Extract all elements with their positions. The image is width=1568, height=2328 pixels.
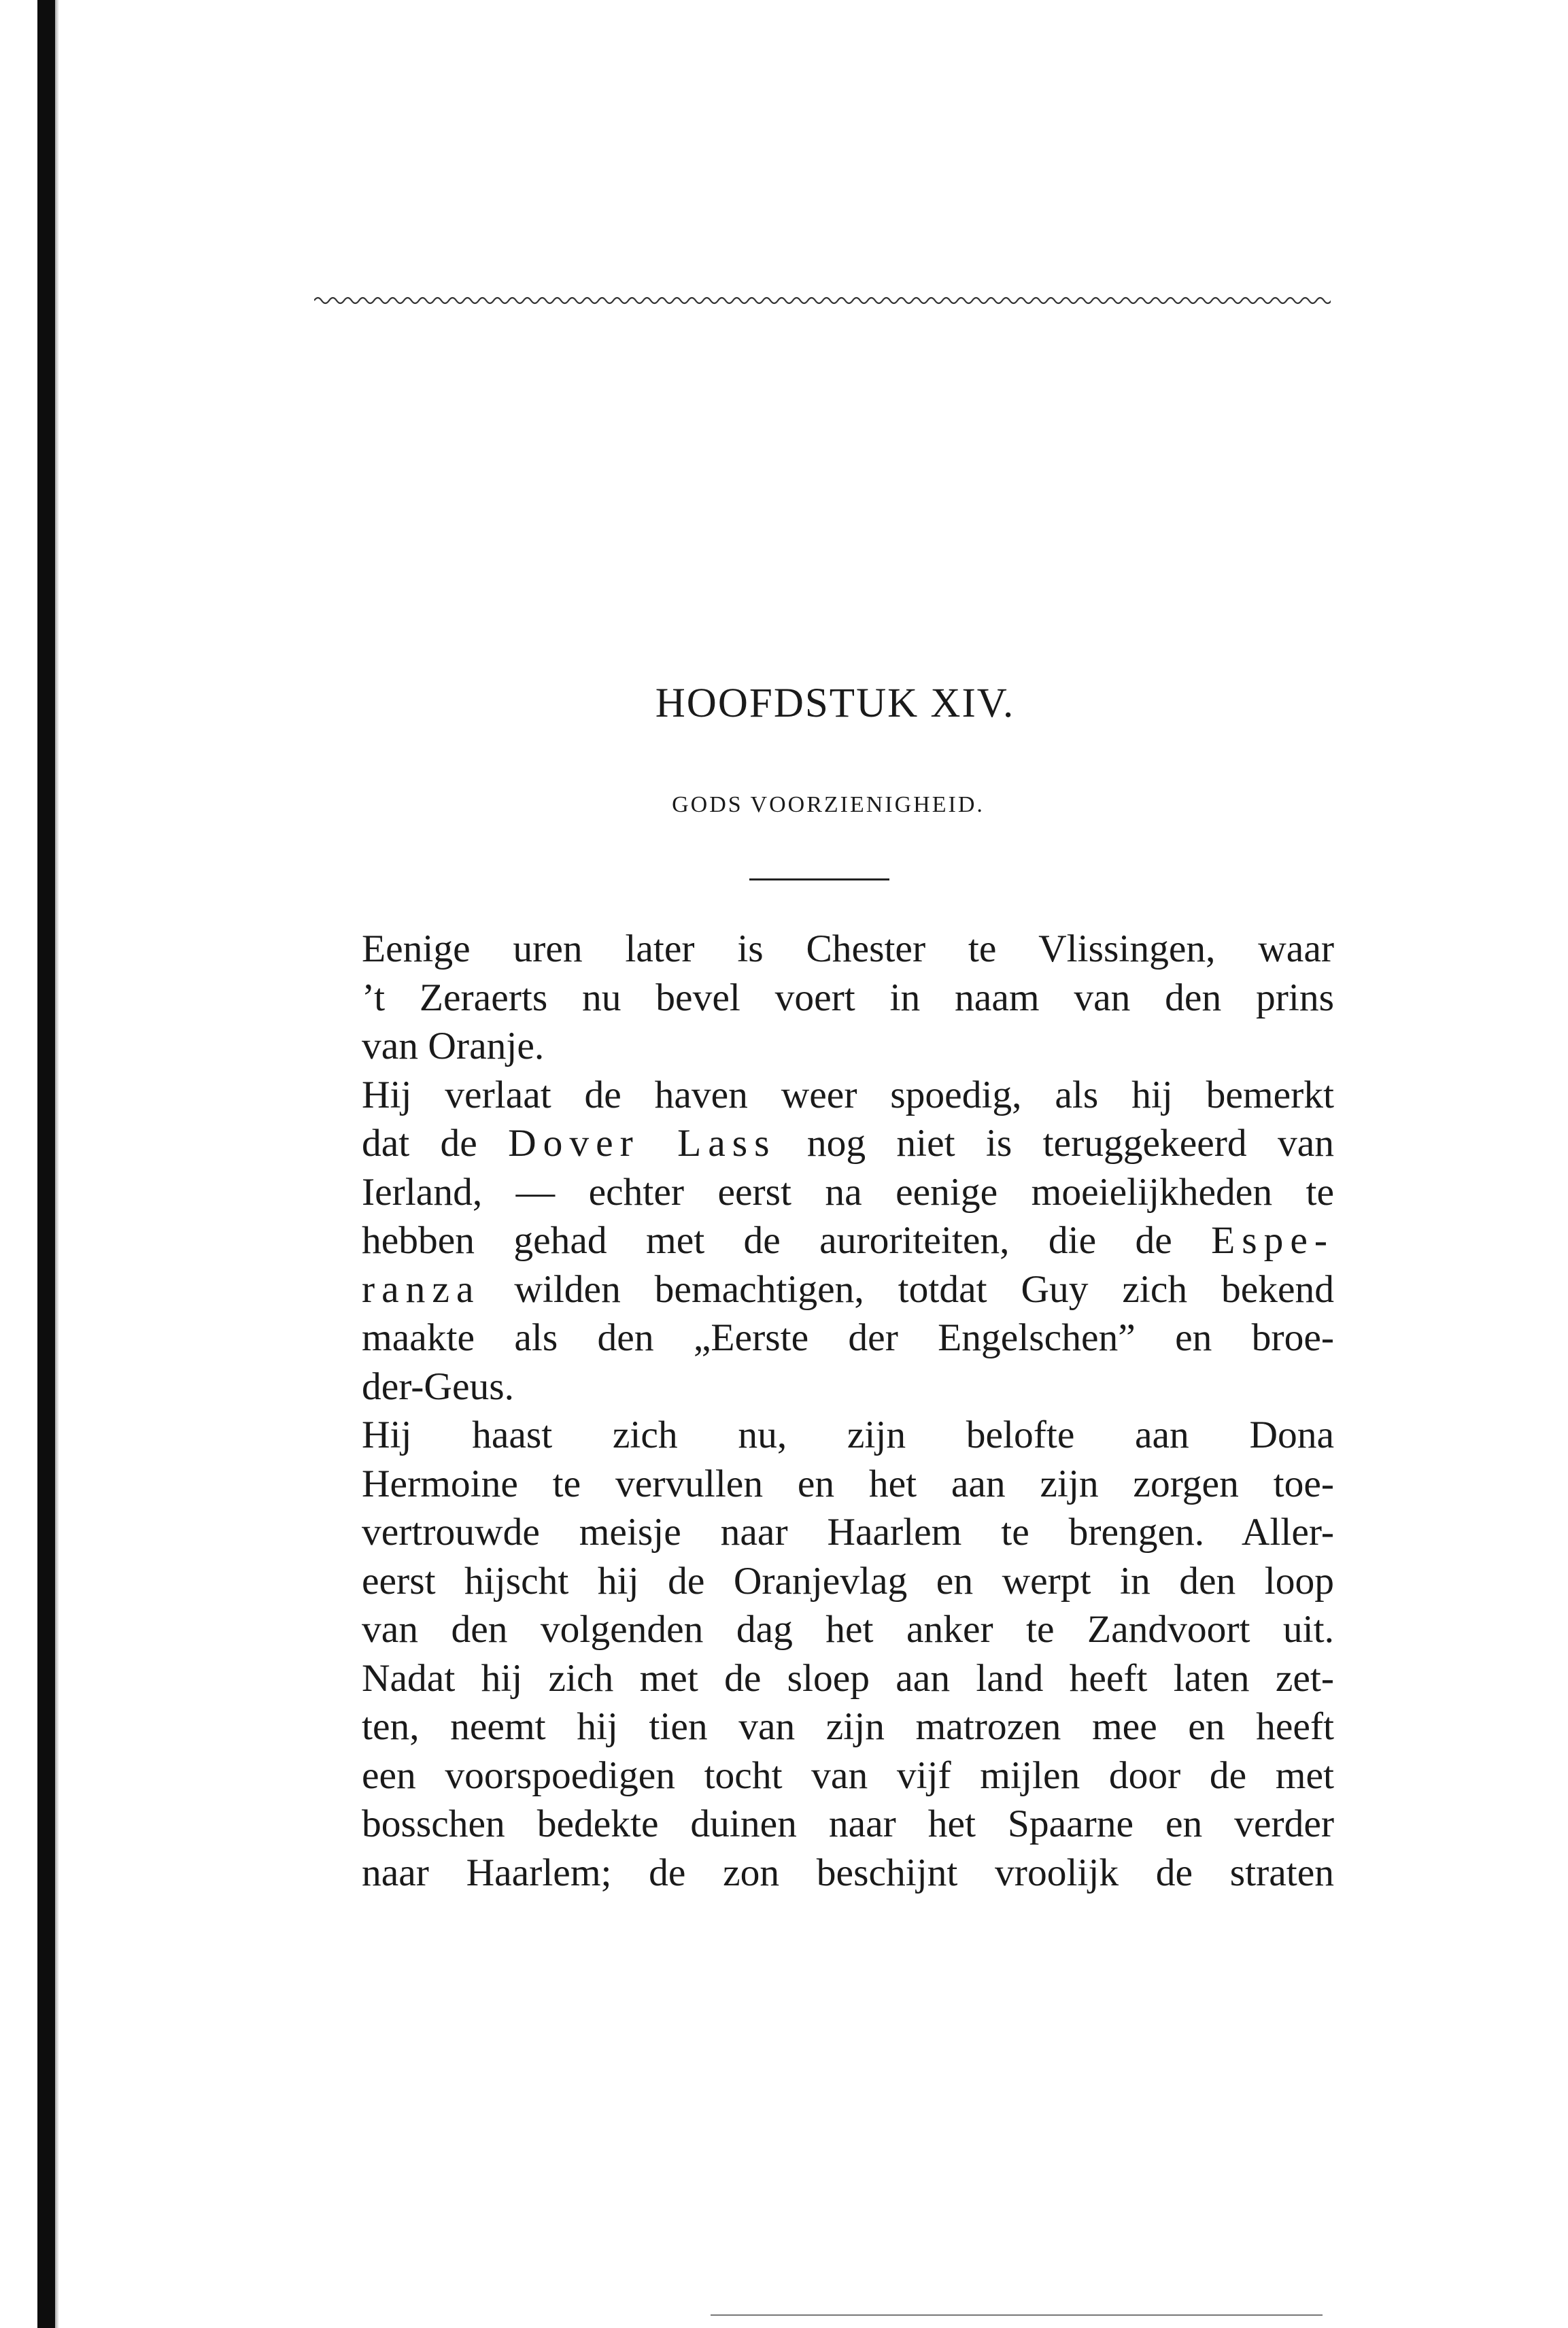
chapter-title: HOOFDSTUK XIV.	[655, 681, 1015, 726]
text-line	[314, 1119, 1334, 1168]
paragraph	[314, 1071, 1334, 1411]
text-line: Hermoine te vervullen en het aan zijn zorgen toe-	[362, 1462, 1334, 1505]
text-line: ten, neemt hij tien van zijn matrozen mee en heeft	[362, 1705, 1334, 1748]
text-line	[314, 1265, 1334, 1314]
text-line: eerst hijscht hij de Oranjevlag en werpt in den loop	[362, 1559, 1334, 1603]
text-line: Hij verlaat de haven weer spoedig, als hij bemerkt	[362, 1073, 1334, 1116]
text-segment: nog niet is teruggekeerd van	[776, 1122, 1334, 1165]
text-segment: hebben gehad met de auroriteiten, die de	[362, 1219, 1212, 1262]
text-segment: wilden bemachtigen, totdat Guy zich bekend	[480, 1267, 1334, 1311]
chapter-body	[314, 925, 1334, 1897]
binding-shadow	[55, 0, 59, 2328]
page-bottom-edge	[711, 2314, 1323, 2316]
text-line: naar Haarlem; de zon beschijnt vroolijk de straten	[362, 1851, 1334, 1894]
ship-name-esperanza-part2: ranza	[362, 1267, 481, 1311]
text-line: vertrouwde meisje naar Haarlem te brengen. Aller-	[362, 1511, 1334, 1554]
text-line: Hij haast zich nu, zijn belofte aan Dona	[362, 1414, 1334, 1456]
paragraph	[314, 925, 1334, 1071]
text-line: Eenige uren later is Chester te Vlissingen, waar	[362, 927, 1334, 970]
ship-name-esperanza-part1: Espe-	[1211, 1219, 1334, 1262]
title-divider	[749, 878, 889, 880]
text-line: ’t Zeraerts nu bevel voert in naam van den prins	[362, 976, 1334, 1019]
paragraph	[314, 1411, 1334, 1897]
page-binding-edge	[37, 0, 55, 2328]
text-line: der-Geus.	[362, 1365, 514, 1408]
text-line: Nadat hij zich met de sloep aan land heeft laten zet-	[362, 1656, 1334, 1700]
text-line: bosschen bedekte duinen naar het Spaarne en verder	[362, 1802, 1334, 1845]
text-line: van den volgenden dag het anker te Zandvoort uit.	[362, 1608, 1334, 1651]
text-line: van Oranje.	[362, 1025, 545, 1067]
text-line	[314, 1216, 1334, 1265]
text-line: maakte als den „Eerste der Engelschen” en broe-	[362, 1316, 1334, 1359]
chapter-subtitle: GODS VOORZIENIGHEID.	[672, 792, 985, 817]
ship-name-dover-lass: Dover Lass	[508, 1122, 777, 1165]
decorative-wavy-rule	[314, 292, 1331, 313]
text-line: een voorspoedigen tocht van vijf mijlen door de met	[362, 1753, 1334, 1797]
text-line: Ierland, — echter eerst na eenige moeielijkheden te	[362, 1170, 1334, 1214]
text-segment: dat de	[362, 1122, 509, 1165]
